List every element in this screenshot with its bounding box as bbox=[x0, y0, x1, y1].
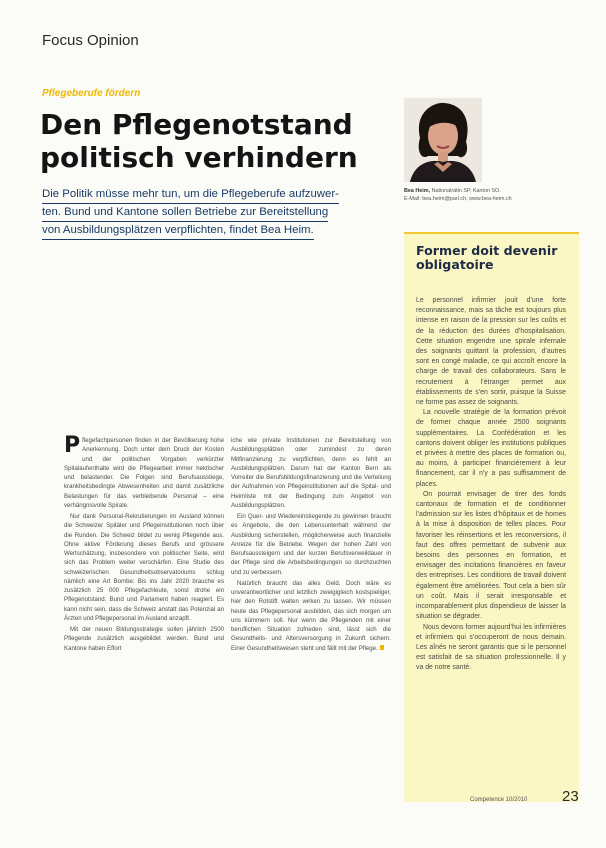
end-mark-icon bbox=[380, 645, 384, 650]
section-label: Focus Opinion bbox=[42, 32, 139, 49]
article-text: Natürlich braucht das alles Geld. Doch wäre es unverantwortlicher und letztlich zweigigleich kostspieliger, hier den Rotstift walten wirken zu lassen. Wir müssen heute das Pflegepersonal ausbilden, das sich morgen um uns kümmern soll. Nur wenn die Pflegenden mit einer beruflichen Situation zufrieden sind, lässt sich die Gesundheits- und Altersversorgung in Zukunft sichern. Einer Gesundheitswesen steht und fällt mit der Pflege. bbox=[231, 579, 391, 652]
article-column-2 bbox=[231, 436, 391, 655]
drop-cap: P bbox=[64, 433, 81, 458]
lead-line: ten. Bund und Kantone sollen Betriebe zur Bereitstellung bbox=[42, 204, 328, 222]
photo-caption bbox=[404, 187, 576, 203]
article-paragraph: Nur dank Personal-Rekrutierungen im Ausland können die Schweizer Spitäler und Pflegeinstitutionen noch über die Runden. Die Schweiz bildet zu wenig Pflegende aus. Ohne aktive Förderung dieses Berufs und grössere Wertschätzung, insbesondere von politischer Seite, wird sich das Problem weiter verschärfen. Eine Studie des schweizerischen Gesundheitsobservatoriums schlug nämlich eine Art Bombe: Bis ins Jahr 2020 brauche es zusätzlich 25 000 Pflegefachleute, sonst drohe ein Pflegenotstand. Bund und Parlament haben reagiert. Es kann nicht sein, dass die Schweiz anstatt das Potenzial an Ärzten und Pflegepersonal im Ausland anzapft. bbox=[64, 513, 224, 622]
sidebar-paragraph: Nous devons former aujourd’hui les infirmières et infirmiers qui s’occuperont de nous demain. Les aînés ne seront garantis que si le personnel est satisfait de sa situation professionnelle. Il y va de notre santé. bbox=[416, 623, 566, 672]
caption-contact: E-Mail: bea.heim@parl.ch, www.bea-heim.ch bbox=[404, 196, 512, 202]
article-paragraph bbox=[231, 579, 391, 653]
author-portrait-icon bbox=[404, 98, 482, 182]
sidebar-paragraph: Le personnel infirmier jouit d’une forte reconnaissance, mais sa tâche est toujours plus intense en raison de la pression sur les coûts et de la réduction des durées d’hospitalisation. Cette situation engendre une spirale infernale des soignants quittant la profession, d’autres sont en congé maladie, ce qui accroît encore la charge de travail des collaborateurs. Sans le recrutement à l’étranger permet aux établissements de s’en sortir, puisque la Suisse ne forme pas assez de soignants. bbox=[416, 297, 566, 407]
publication-footer: Competence 10/2010 bbox=[470, 797, 528, 803]
article-paragraph: iche wie private Institutionen zur Bereitstellung von Ausbildungsplätzen oder zumindest zu deren Mitfinanzierung zu verpflichten, denn es fehlt an Ausbildungsplätzen. Darum hat der Kanton Bern als Vorreiter die Berufsbildungsfinanzierung und die Verteilung der Aufnahmen von Pflegeinstitutionen auf die Spital- und Heimliste mit der Bedingung zum Angebot von Ausbildungsplätzen. bbox=[231, 437, 391, 509]
kicker: Pflegeberufe fördern bbox=[42, 88, 141, 99]
sidebar-paragraph: On pourrait envisager de tirer des fonds cantonaux de formation et de conditionner l’admission sur les listes d’hôpitaux et de homes à la mise à disposition de telles places. Pour favoriser les réinsertions et les reconversions, il faut des offres permettant de subvenir aux besoins des personnes en formation, et envisager des incitations financières en faveur des entreprises. Les conditions de travail doivent également être améliorées. Tout cela a bien sûr un coût. Mais il serait irresponsable et incomparablement plus dispendieux de laisser la situation se dégrader. bbox=[416, 490, 566, 621]
page-number: 23 bbox=[562, 788, 579, 805]
sidebar-body bbox=[416, 296, 566, 674]
headline: Den Pflegenotstand politisch verhindern bbox=[40, 108, 358, 174]
lead-paragraph bbox=[42, 186, 392, 240]
article-paragraph bbox=[64, 433, 224, 510]
author-photo bbox=[404, 98, 482, 182]
sidebar-paragraph: La nouvelle stratégie de la formation prévoit de former chaque année 2500 soignants supplémentaires. La Confédération et les cantons doivent obliger les institutions publiques et privées à mettre des places de formation ou, au moins, à participer financièrement à leur financement, car il n’y a pas suffisamment de places. bbox=[416, 409, 566, 488]
caption-text: Nationalrätin SP, Kanton SO. bbox=[431, 188, 501, 194]
caption-name: Bea Heim, bbox=[404, 188, 431, 194]
lead-line: Die Politik müsse mehr tun, um die Pflegeberufe aufzuwer- bbox=[42, 186, 339, 204]
article-text: flegefachpersonen finden in der Bevölkerung hohe Anerkennung. Doch unter dem Druck der Kosten und der politischen Vorgaben verkürzter Spitalaufenthalte wird die Pflegearbeit immer hektischer und belastender. Die Folgen sind Berufsausstiege, krankheitsbedingte Abwesenheiten und damit zusätzliche Belastungen für das verbleibende Personal – eine verhängnisvolle Spirale. bbox=[64, 437, 224, 509]
sidebar-title: Former doit devenir obligatoire bbox=[416, 243, 558, 272]
lead-line: von Ausbildungsplätzen verpflichten, findet Bea Heim. bbox=[42, 222, 314, 240]
article-paragraph: Ein Quer- und Wiedereinstiegende zu gewinnen braucht es Angebote, die den Lebensunterhalt während der Ausbildung sicherstellen, möglicherweise auch finanzielle Anreize für die Betriebe. Wegen der hohen Zahl von Berufsaussteigern und der kurzen Berufsverweildauer in der Pflege sind die Arbeitsbedingungen so durchzuchten und zu verbessern. bbox=[231, 513, 391, 576]
french-summary-box bbox=[404, 232, 579, 802]
article-column-1 bbox=[64, 433, 224, 655]
article-paragraph: Mit der neuen Bildungsstrategie sollen jährlich 2500 Pflegende zusätzlich ausgebildet werden. Bund und Kantone haben Effort bbox=[64, 626, 224, 652]
